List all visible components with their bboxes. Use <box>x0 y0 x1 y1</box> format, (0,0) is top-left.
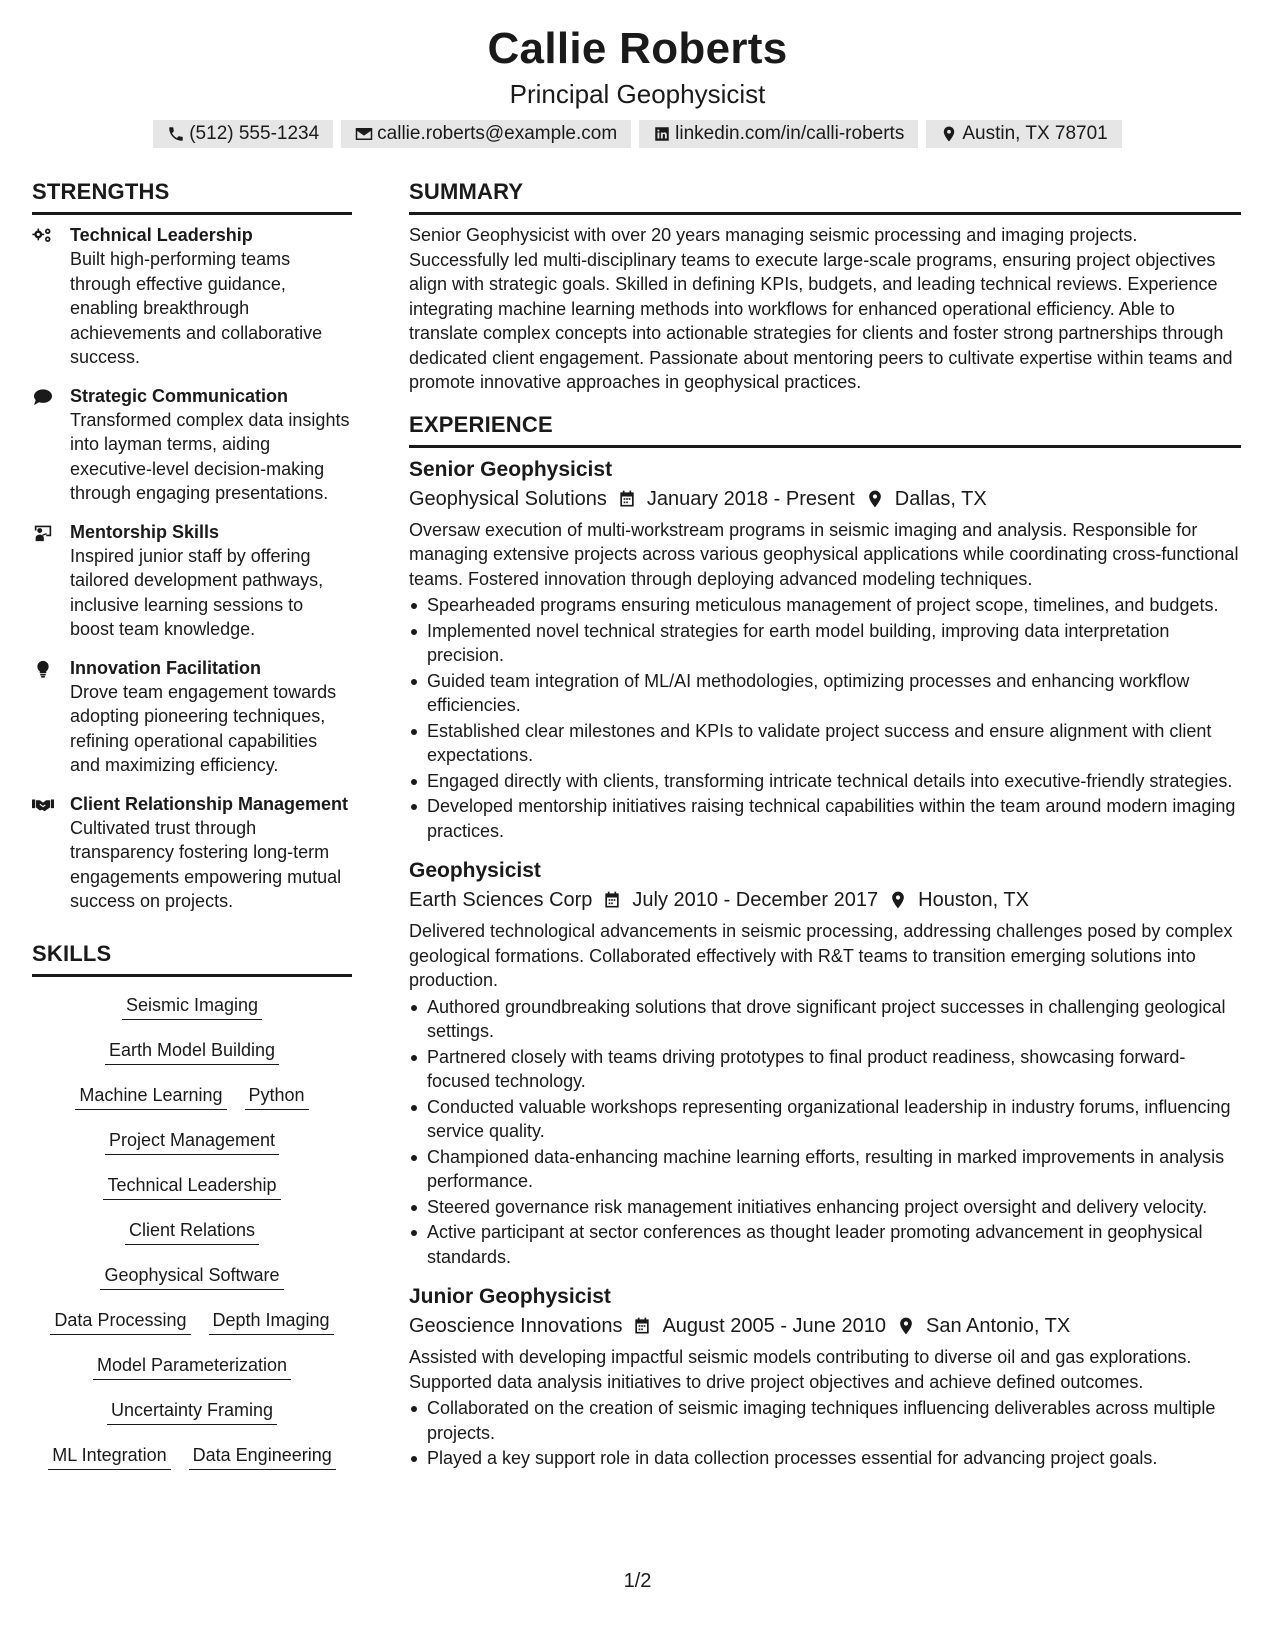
contact-phone <box>153 120 333 148</box>
skill-tag: Client Relations <box>125 1218 259 1245</box>
page-number: 1/2 <box>623 1570 652 1592</box>
job-description: Oversaw execution of multi-workstream programs in seismic imaging and analysis. Responsible for managing extensive projects across various geophysical applications while coordinating cross-functional teams. Fostered innovation through deploying advanced modeling techniques. <box>409 519 1239 589</box>
contact-email[interactable] <box>341 120 631 148</box>
map-pin-icon <box>865 489 885 509</box>
contact-location-text: Austin, TX 78701 <box>962 123 1108 144</box>
bullet-item: Championed data-enhancing machine learning efforts, resulting in marked improvements in analysis performance. <box>409 1145 1241 1194</box>
teacher-icon <box>32 524 54 542</box>
comment-icon <box>32 388 54 406</box>
skill-tag: Model Parameterization <box>93 1353 291 1380</box>
calendar-icon <box>617 489 637 509</box>
skills-heading: SKILLS <box>32 940 352 977</box>
job-dates: July 2010 - December 2017 <box>632 889 879 911</box>
contact-phone-text: (512) 555-1234 <box>189 123 320 144</box>
bullet-item: Partnered closely with teams driving prototypes to final product readiness, showcasing forward-focused technology. <box>409 1045 1241 1094</box>
skill-tag: Machine Learning <box>75 1083 226 1110</box>
envelope-icon <box>355 125 373 143</box>
handshake-icon <box>32 796 54 814</box>
strength-item <box>32 520 352 642</box>
contact-email-text[interactable]: callie.roberts@example.com <box>377 123 618 144</box>
bullet-item: Active participant at sector conferences as thought leader promoting advancement in geophysical standards. <box>409 1220 1241 1269</box>
bullet-item: Collaborated on the creation of seismic imaging techniques influencing deliverables across multiple projects. <box>409 1396 1241 1445</box>
map-pin-icon <box>888 890 908 910</box>
map-pin-icon <box>896 1316 916 1336</box>
summary-heading: SUMMARY <box>409 178 1241 215</box>
contact-bar <box>0 120 1275 148</box>
skill-tag: Python <box>245 1083 309 1110</box>
strength-title: Client Relationship Management <box>70 793 349 814</box>
map-pin-icon <box>940 125 958 143</box>
job-meta <box>409 885 1241 915</box>
strength-item <box>32 223 352 370</box>
strength-title: Strategic Communication <box>70 385 289 406</box>
lightbulb-icon <box>32 660 54 678</box>
linkedin-icon <box>653 125 671 143</box>
bullet-item: Played a key support role in data collection processes essential for advancing project goals. <box>409 1446 1241 1471</box>
contact-linkedin[interactable] <box>639 120 918 148</box>
bullet-item: Developed mentorship initiatives raising technical capabilities within the team around modern imaging practices. <box>409 794 1241 843</box>
right-column <box>409 178 1241 1485</box>
skill-tag: Geophysical Software <box>100 1263 283 1290</box>
strength-desc: Drove team engagement towards adopting pioneering techniques, refining operational capabilities and maximizing efficiency. <box>70 681 337 775</box>
contact-linkedin-text[interactable]: linkedin.com/in/calli-roberts <box>675 123 905 144</box>
skill-tag: ML Integration <box>48 1443 170 1470</box>
job-title: Junior Geophysicist <box>409 1285 611 1308</box>
job-bullets <box>409 1396 1241 1471</box>
experience-heading: EXPERIENCE <box>409 411 1241 448</box>
skill-tag: Earth Model Building <box>105 1038 279 1065</box>
skills-list <box>32 985 352 1470</box>
job-title: Senior Geophysicist <box>409 457 613 481</box>
job-company: Earth Sciences Corp <box>409 889 593 911</box>
bullet-item: Established clear milestones and KPIs to validate project success and ensure alignment with client expectations. <box>409 719 1241 768</box>
strength-title: Innovation Facilitation <box>70 657 262 678</box>
phone-icon <box>167 125 185 143</box>
job-bullets <box>409 995 1241 1270</box>
resume-header <box>0 22 1275 148</box>
contact-location <box>926 120 1121 148</box>
strength-title: Mentorship Skills <box>70 521 220 542</box>
summary-text: Senior Geophysicist with over 20 years managing seismic processing and imaging projects. Successfully led multi-disciplinary teams to execute large-scale programs, ensuring project objectives align with strategic goals. Skilled in defining KPIs, budgets, and leading technical reviews. Experience integrating machine learning methods into workflows for enhanced operational efficiency. Able to translate complex concepts into actionable strategies for clients and foster strong partnerships through dedicated client engagement. Passionate about mentoring peers to cultivate expertise within teams and promote innovative approaches in geophysical practices. <box>409 225 1233 392</box>
candidate-name: Callie Roberts <box>487 24 788 73</box>
bullet-item: Steered governance risk management initiatives enhancing project oversight and delivery velocity. <box>409 1195 1241 1220</box>
job-company: Geoscience Innovations <box>409 1315 623 1337</box>
bullet-item: Implemented novel technical strategies for earth model building, improving data interpretation precision. <box>409 619 1241 668</box>
strength-title: Technical Leadership <box>70 225 253 245</box>
job-dates: January 2018 - Present <box>646 487 855 510</box>
skill-tag: Data Engineering <box>189 1443 336 1470</box>
job-company: Geophysical Solutions <box>409 487 607 510</box>
skill-tag: Data Processing <box>50 1308 190 1335</box>
strength-item <box>32 792 352 914</box>
job-meta <box>409 484 1241 514</box>
strength-item <box>32 384 352 506</box>
job-location: San Antonio, TX <box>925 1315 1071 1337</box>
skill-tag: Project Management <box>105 1128 279 1155</box>
bullet-item: Guided team integration of ML/AI methodologies, optimizing processes and enhancing workflow efficiencies. <box>409 669 1241 718</box>
skill-tag: Depth Imaging <box>209 1308 334 1335</box>
job-meta <box>409 1311 1241 1341</box>
strength-desc: Built high-performing teams through effective guidance, enabling breakthrough achievements and collaborative success. <box>70 249 323 367</box>
job-entry <box>409 857 1241 1269</box>
skill-tag: Seismic Imaging <box>122 993 262 1020</box>
job-title: Geophysicist <box>409 859 541 882</box>
strengths-heading: STRENGTHS <box>32 178 352 215</box>
strength-desc: Cultivated trust through transparency fostering long-term engagements empowering mutual success on projects. <box>70 817 342 911</box>
strength-item <box>32 656 352 778</box>
job-description: Assisted with developing impactful seismic models contributing to diverse oil and gas explorations. Supported data analysis initiatives to drive project objectives and achieve defined outcomes. <box>409 1347 1192 1392</box>
job-description: Delivered technological advancements in seismic processing, addressing challenges posed by complex geological formations. Collaborated effectively with R&T teams to transition emerging solutions into production. <box>409 921 1233 990</box>
strength-desc: Inspired junior staff by offering tailored development pathways, inclusive learning sessions to boost team knowledge. <box>70 545 324 639</box>
skill-tag: Technical Leadership <box>103 1173 280 1200</box>
skill-tag: Uncertainty Framing <box>107 1398 277 1425</box>
job-dates: August 2005 - June 2010 <box>662 1315 886 1337</box>
gears-icon <box>32 227 54 245</box>
job-entry <box>409 1283 1241 1471</box>
bullet-item: Spearheaded programs ensuring meticulous management of project scope, timelines, and budgets. <box>409 593 1241 618</box>
left-column <box>32 178 352 1488</box>
bullet-item: Engaged directly with clients, transforming intricate technical details into executive-friendly strategies. <box>409 769 1241 794</box>
calendar-icon <box>602 890 622 910</box>
job-location: Houston, TX <box>918 889 1029 911</box>
candidate-title: Principal Geophysicist <box>509 79 766 109</box>
job-location: Dallas, TX <box>894 487 987 510</box>
bullet-item: Conducted valuable workshops representing organizational leadership in industry forums, influencing service quality. <box>409 1095 1241 1144</box>
strength-desc: Transformed complex data insights into layman terms, aiding executive-level decision-making through engaging presentations. <box>70 409 350 503</box>
job-bullets <box>409 593 1241 843</box>
bullet-item: Authored groundbreaking solutions that drove significant project successes in challenging geological settings. <box>409 995 1241 1044</box>
calendar-icon <box>632 1316 652 1336</box>
job-entry <box>409 456 1241 844</box>
